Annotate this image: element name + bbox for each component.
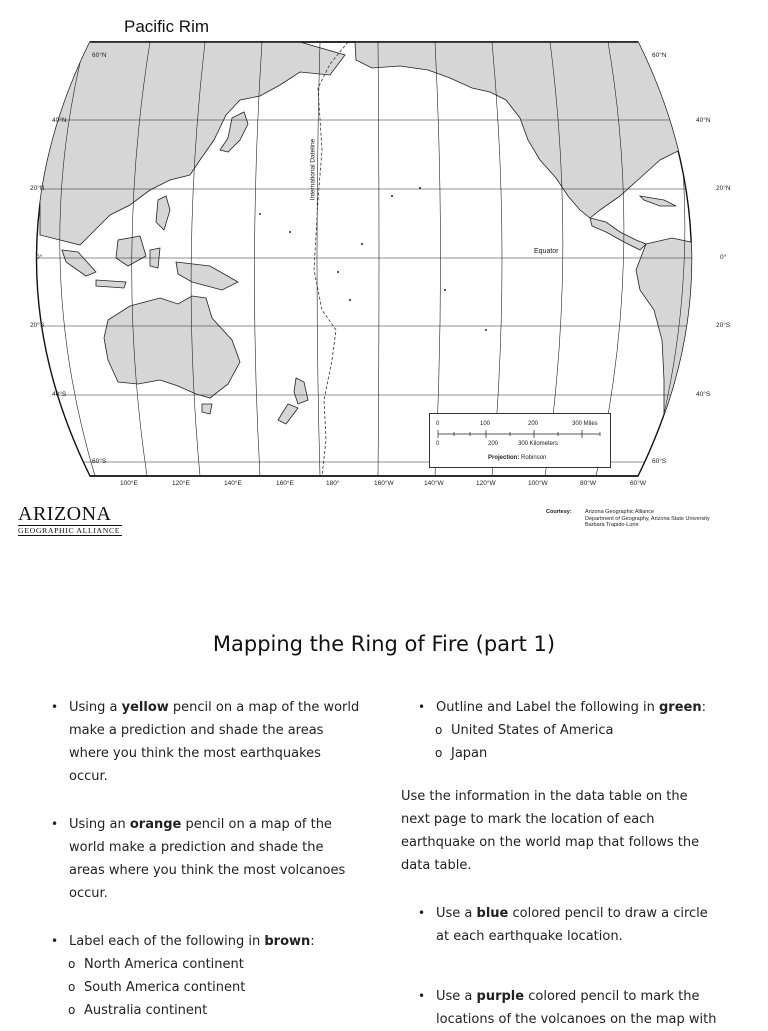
- lat-label-right: 20°S: [716, 322, 731, 329]
- lon-label: 80°W: [580, 480, 596, 487]
- lon-label: 60°W: [630, 480, 646, 487]
- left-column: [51, 696, 389, 1022]
- keyword-blue: blue: [476, 906, 509, 921]
- lat-label-right: 20°N: [716, 185, 731, 192]
- map-title: Pacific Rim: [124, 17, 210, 36]
- data-table-instructions: Use the information in the data table on the next page to mark the location of each earthquake on the world map that follows the data table.: [401, 789, 700, 873]
- bullet: •: [418, 989, 426, 1003]
- bullet: •: [418, 700, 426, 714]
- lat-label-left: 40°S: [52, 391, 67, 398]
- courtesy-line: Arizona Geographic Alliance: [585, 509, 655, 515]
- lon-label: 180°: [326, 480, 340, 487]
- courtesy-label: Courtesy:: [546, 509, 572, 515]
- courtesy-line: Department of Geography, Arizona State University: [585, 515, 710, 522]
- scale-bar: [429, 413, 611, 468]
- lat-label-right: 40°S: [696, 391, 711, 398]
- bullet: •: [51, 934, 59, 948]
- scale-miles-tick: 200: [528, 421, 539, 427]
- logo-sub: GEOGRAPHIC ALLIANCE: [18, 526, 121, 535]
- scale-km-tick: 0: [436, 441, 440, 447]
- lon-label: 100°W: [528, 480, 548, 487]
- keyword-green: green: [658, 700, 702, 715]
- lat-label-right: 0°: [720, 254, 727, 261]
- bullet: •: [51, 817, 59, 831]
- sub-item: o Japan: [435, 746, 488, 761]
- worksheet-title: Mapping the Ring of Fire (part 1): [212, 632, 556, 656]
- instruction-orange: • Using an orange pencil on a map of the world make a prediction and shade the areas where you think the most volcanoes occur.: [69, 813, 389, 905]
- scale-km-tick: 300 Kilometers: [518, 441, 559, 447]
- lat-label-left: 0°: [36, 254, 43, 261]
- keyword-yellow: yellow: [121, 700, 169, 715]
- sub-item: o South America continent: [68, 980, 246, 995]
- lat-label-left: 60°N: [92, 52, 107, 59]
- lat-label-right: 40°N: [696, 117, 711, 124]
- arizona-geographic-alliance-logo: [18, 504, 122, 536]
- lon-label: 100°E: [120, 480, 138, 487]
- lat-label-left: 20°S: [30, 322, 45, 329]
- lon-label: 140°E: [224, 480, 242, 487]
- instruction-brown: • Label each of the following in brown:: [69, 930, 389, 953]
- instruction-yellow: • Using a yellow pencil on a map of the world make a prediction and shade the areas where you think the most earthquakes occur.: [69, 696, 389, 788]
- instruction-purple: • Use a purple colored pencil to mark the locations of the volcanoes on the map with: [436, 985, 741, 1031]
- lon-label: 160°E: [276, 480, 294, 487]
- bullet: •: [418, 906, 426, 920]
- keyword-orange: orange: [129, 817, 182, 832]
- lat-label-right: 60°N: [652, 52, 667, 59]
- projection-label: Projection: Robinson: [488, 455, 547, 461]
- lon-label: 140°W: [424, 480, 444, 487]
- courtesy-credit: [546, 509, 710, 528]
- projection-value: Robinson: [521, 455, 547, 461]
- lat-label-right: 60°S: [652, 458, 667, 465]
- scale-miles-tick: 300 Miles: [572, 421, 598, 427]
- instruction-blue: • Use a blue colored pencil to draw a circle at each earthquake location.: [436, 902, 741, 948]
- scale-miles-tick: 100: [480, 421, 491, 427]
- sub-item: o North America continent: [68, 957, 244, 972]
- lon-label: 160°W: [374, 480, 394, 487]
- instruction-green: • Outline and Label the following in green:: [436, 696, 741, 719]
- sub-item: o Australia continent: [68, 1003, 208, 1018]
- lon-label: 120°E: [172, 480, 190, 487]
- dateline-label: International Dateline: [309, 138, 317, 201]
- sub-item: o United States of America: [435, 723, 614, 738]
- right-column: [401, 696, 741, 1031]
- scale-km-tick: 200: [488, 441, 499, 447]
- bullet: •: [51, 700, 59, 714]
- courtesy-line: Barbara Trapido-Lurie: [585, 522, 639, 528]
- lat-label-left: 60°S: [92, 458, 107, 465]
- lat-label-left: 20°N: [30, 185, 45, 192]
- scale-miles-tick: 0: [436, 421, 440, 427]
- lon-label: 120°W: [476, 480, 496, 487]
- equator-label: Equator: [534, 248, 559, 255]
- lat-label-left: 40°N: [52, 117, 67, 124]
- keyword-purple: purple: [476, 989, 525, 1004]
- keyword-brown: brown: [264, 934, 311, 949]
- land-tasmania: [202, 404, 212, 414]
- logo-main: ARIZONA: [18, 503, 112, 525]
